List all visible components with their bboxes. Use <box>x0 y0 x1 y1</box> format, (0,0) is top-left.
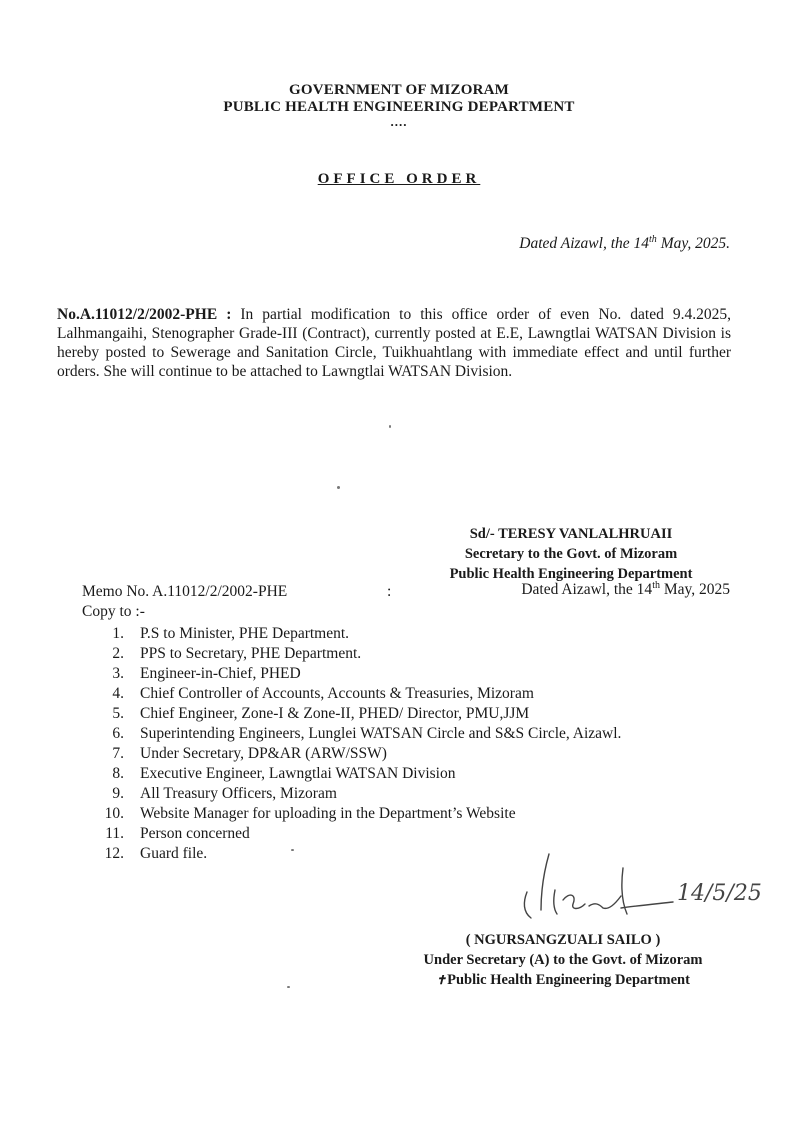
order-body <box>57 305 731 381</box>
copy-list-text: Executive Engineer, Lawngtlai WATSAN Division <box>140 765 456 782</box>
order-date <box>519 235 730 253</box>
copy-list-number: 5. <box>112 705 124 722</box>
memo-date-text: Dated Aizawl, the 14 <box>521 581 653 598</box>
government-heading: GOVERNMENT OF MIZORAM <box>288 82 510 98</box>
copy-list-item <box>102 804 621 824</box>
secretary-department: Public Health Engineering Department <box>449 566 693 582</box>
order-date-sup: th <box>649 233 657 245</box>
copy-list-number: 9. <box>112 785 124 802</box>
copy-list-text: Guard file. <box>140 845 208 862</box>
scan-speck <box>287 986 290 988</box>
scan-speck <box>337 486 340 489</box>
copy-to-label: Copy to :- <box>82 603 145 620</box>
copy-list-number: 7. <box>112 745 124 762</box>
copy-list-item <box>102 664 621 684</box>
copy-list-item <box>102 684 621 704</box>
order-reference-number: No.A.11012/2/2002-PHE : <box>57 306 232 323</box>
copy-list-number: 10. <box>104 805 124 822</box>
under-secretary-department <box>390 970 736 990</box>
copy-list-text: All Treasury Officers, Mizoram <box>140 785 337 802</box>
copy-list-text: Superintending Engineers, Lunglei WATSAN Circle and S&S Circle, Aizawl. <box>140 725 622 742</box>
copy-list-number: 11. <box>105 825 124 842</box>
handwritten-signature <box>505 848 775 928</box>
copy-list-item <box>102 724 621 744</box>
signatory-block-secretary <box>416 524 726 584</box>
under-secretary-name: ( NGURSANGZUALI SAILO ) <box>465 932 661 948</box>
secretary-name: Sd/- TERESY VANLALHRUAII <box>469 526 673 542</box>
order-body-text: In partial modification to this office order of even No. dated 9.4.2025, Lalhmangaihi, Stenographer Grade-III (Contract), currently posted at E.E, Lawngtlai WATSAN Division is hereby posted to Sewerage and Sanitation Circle, Tuikhuahtlang with immediate effect and until further orders. She will continue to be attached to Lawngtlai WATSAN Division. <box>57 306 731 380</box>
office-order-title: OFFICE ORDER <box>317 171 481 187</box>
scan-speck <box>389 425 391 428</box>
under-secretary-designation: Under Secretary (A) to the Govt. of Mizoram <box>423 952 703 968</box>
secretary-designation: Secretary to the Govt. of Mizoram <box>464 546 678 562</box>
under-secretary-department-text: Public Health Engineering Department <box>447 972 690 988</box>
department-heading: PUBLIC HEALTH ENGINEERING DEPARTMENT <box>223 99 575 115</box>
copy-list-number: 3. <box>112 665 124 682</box>
memo-colon: : <box>387 583 392 600</box>
scan-speck <box>291 849 294 851</box>
copy-list-item <box>102 704 621 724</box>
copy-list-item <box>102 824 621 844</box>
copy-list-item <box>102 784 621 804</box>
copy-list <box>102 624 621 864</box>
order-date-text: Dated Aizawl, the 14 <box>519 235 650 252</box>
order-date-suffix: May, 2025. <box>656 235 730 252</box>
memo-number: Memo No. A.11012/2/2002-PHE <box>82 583 288 600</box>
copy-list-text: Under Secretary, DP&AR (ARW/SSW) <box>140 745 387 762</box>
copy-list-text: Chief Engineer, Zone-I & Zone-II, PHED/ Director, PMU,JJM <box>140 705 530 722</box>
heading-dots: .... <box>390 114 408 129</box>
copy-list-text: Chief Controller of Accounts, Accounts & Treasuries, Mizoram <box>140 685 534 702</box>
copy-list-number: 4. <box>112 685 124 702</box>
copy-list-text: Website Manager for uploading in the Department’s Website <box>140 805 516 822</box>
memo-date-suffix: May, 2025 <box>659 581 730 598</box>
signature-date: 14/5/25 <box>677 881 762 906</box>
copy-list-text: Engineer-in-Chief, PHED <box>140 665 301 682</box>
copy-list-number: 1. <box>112 625 124 642</box>
copy-list-number: 8. <box>112 765 124 782</box>
copy-list-text: P.S to Minister, PHE Department. <box>140 625 350 642</box>
copy-list-number: 12. <box>104 845 124 862</box>
memo-date-sup: th <box>652 579 660 591</box>
copy-list-item <box>102 644 621 664</box>
copy-list-number: 2. <box>112 645 124 662</box>
memo-date <box>521 581 730 599</box>
copy-list-item <box>102 624 621 644</box>
signatory-block-under-secretary <box>390 930 736 990</box>
seal-mark-icon: ✝ <box>436 973 447 987</box>
copy-list-item <box>102 744 621 764</box>
copy-list-item <box>102 764 621 784</box>
copy-list-text: Person concerned <box>140 825 250 842</box>
copy-list-number: 6. <box>112 725 124 742</box>
copy-list-text: PPS to Secretary, PHE Department. <box>140 645 362 662</box>
